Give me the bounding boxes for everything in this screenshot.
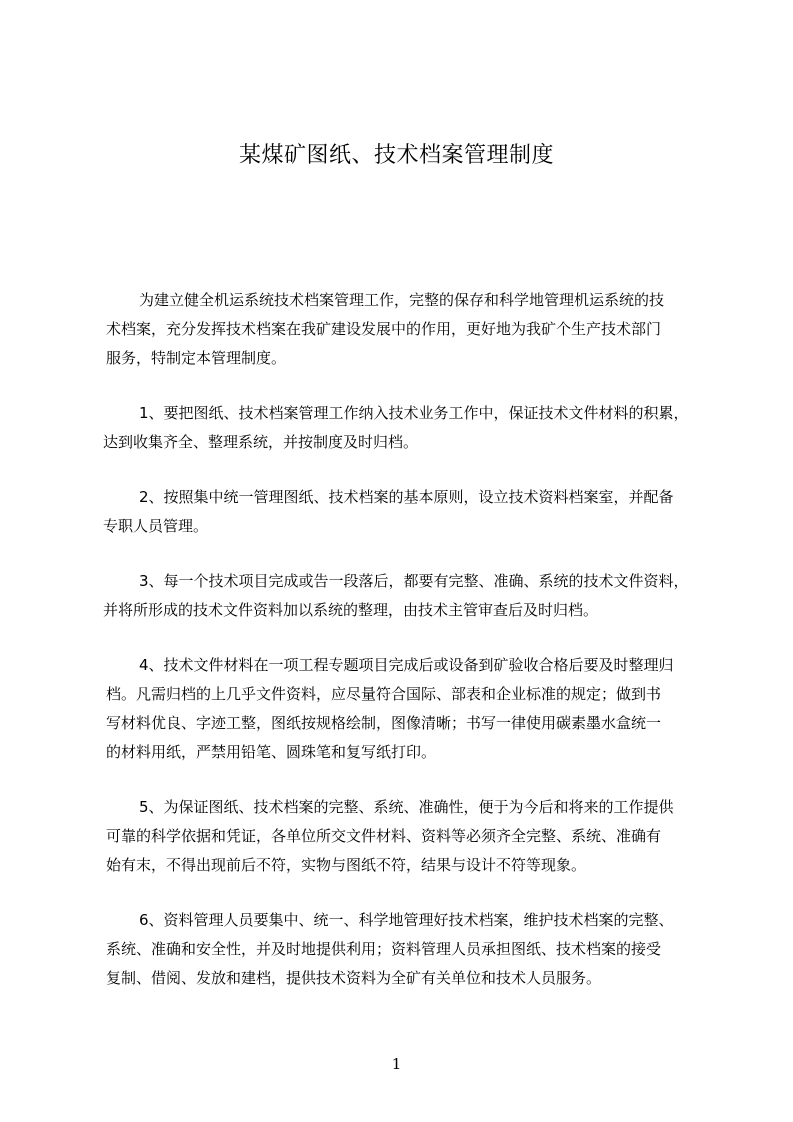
paragraph-line: 并将所形成的技术文件资料加以系统的整理，由技术主管审查后及时归档。: [103, 601, 599, 619]
paragraph-line: 4、技术文件材料在一项工程专题项目完成后或设备到矿验收合格后要及时整理归: [139, 656, 674, 674]
paragraph-line: 术档案，充分发挥技术档案在我矿建设发展中的作用，更好地为我矿个生产技术部门: [106, 320, 662, 338]
paragraph-line: 写材料优良、字迹工整，图纸按规格绘制，图像清晰；书写一律使用碳素墨水盒统一: [106, 714, 662, 732]
rule-paragraph-2: [103, 483, 721, 541]
paragraph-line: 服务，特制定本管理制度。: [106, 349, 287, 367]
paragraph-line: 3、每一个技术项目完成或告一段落后，都要有完整、准确、系统的技术文件资料，: [139, 572, 689, 590]
paragraph-line: 2、按照集中统一管理图纸、技术档案的基本原则，设立技术资料档案室，并配备: [139, 488, 674, 506]
document-title: 某煤矿图纸、技术档案管理制度: [238, 143, 554, 168]
paragraph-line: 系统、准确和安全性，并及时地提供利用；资料管理人员承担图纸、技术档案的接受: [106, 940, 662, 958]
paragraph-line: 复制、借阅、发放和建档，提供技术资料为全矿有关单位和技术人员服务。: [106, 969, 602, 987]
page-number: 1: [391, 1055, 402, 1073]
rule-paragraph-1: [103, 399, 721, 457]
document-body: [103, 286, 721, 1019]
paragraph-line: 1、要把图纸、技术档案管理工作纳入技术业务工作中，保证技术文件材料的积累，: [139, 404, 689, 422]
rule-paragraph-5: [103, 793, 721, 880]
paragraph-line: 5、为保证图纸、技术档案的完整、系统、准确性，便于为今后和将来的工作提供: [139, 798, 674, 816]
rule-paragraph-6: [103, 906, 721, 993]
paragraph-line: 始有末，不得出现前后不符，实物与图纸不符，结果与设计不符等现象。: [106, 856, 587, 874]
paragraph-line: 达到收集齐全、整理系统，并按制度及时归档。: [103, 433, 419, 451]
paragraph-line: 的材料用纸，严禁用铅笔、圆珠笔和复写纸打印。: [106, 743, 437, 761]
paragraph-line: 专职人员管理。: [103, 517, 209, 535]
rule-paragraph-3: [103, 567, 721, 625]
paragraph-line: 6、资料管理人员要集中、统一、科学地管理好技术档案，维护技术档案的完整、: [139, 911, 674, 929]
intro-paragraph: [103, 286, 721, 373]
paragraph-line: 可靠的科学依据和凭证，各单位所交文件材料、资料等必须齐全完整、系统、准确有: [106, 827, 662, 845]
rule-paragraph-4: [103, 651, 721, 767]
paragraph-line: 档。凡需归档的上几乎文件资料，应尽量符合国际、部表和企业标准的规定；做到书: [106, 685, 662, 703]
paragraph-line: 为建立健全机运系统技术档案管理工作，完整的保存和科学地管理机运系统的技: [139, 291, 665, 309]
